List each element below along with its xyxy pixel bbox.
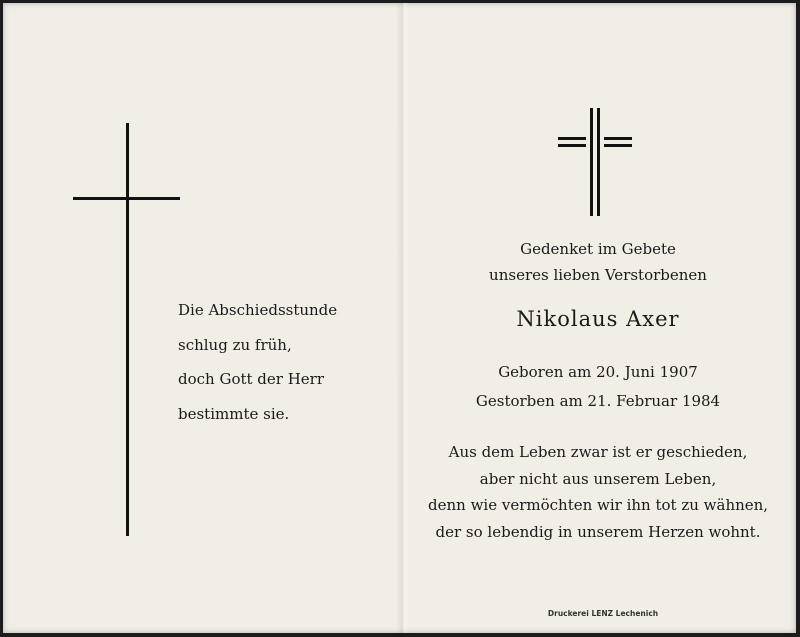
memorial-card xyxy=(3,3,796,633)
card-fold xyxy=(396,3,410,633)
memorial-poem xyxy=(428,439,768,545)
intro-line: unseres lieben Verstorbenen xyxy=(489,266,707,284)
death-date: Gestorben am 21. Februar 1984 xyxy=(475,392,721,410)
latin-cross-icon xyxy=(126,123,129,536)
verse-line: bestimmte sie. xyxy=(178,404,290,423)
farewell-verse xyxy=(178,293,378,431)
deceased-name: Nikolaus Axer xyxy=(516,307,680,331)
poem-line: Aus dem Leben zwar ist er geschieden, xyxy=(448,443,748,461)
life-dates xyxy=(413,358,783,416)
poem-line: aber nicht aus unserem Leben, xyxy=(479,469,717,488)
intro-line: Gedenket im Gebete xyxy=(520,240,676,258)
birth-date: Geboren am 20. Juni 1907 xyxy=(498,363,698,381)
remembrance-intro xyxy=(413,236,783,288)
latin-cross-icon-bar xyxy=(73,197,180,200)
verse-line: Die Abschiedsstunde xyxy=(178,301,338,319)
verse-line: schlug zu früh, xyxy=(178,335,292,354)
poem-line: denn wie vermöchten wir ihn tot zu wähnen, xyxy=(428,496,769,514)
printer-imprint: Druckerei LENZ Lechenich xyxy=(547,609,659,618)
poem-line: der so lebendig in unserem Herzen wohnt. xyxy=(435,522,761,541)
double-line-cross-icon xyxy=(558,108,632,216)
verse-line: doch Gott der Herr xyxy=(178,370,325,388)
